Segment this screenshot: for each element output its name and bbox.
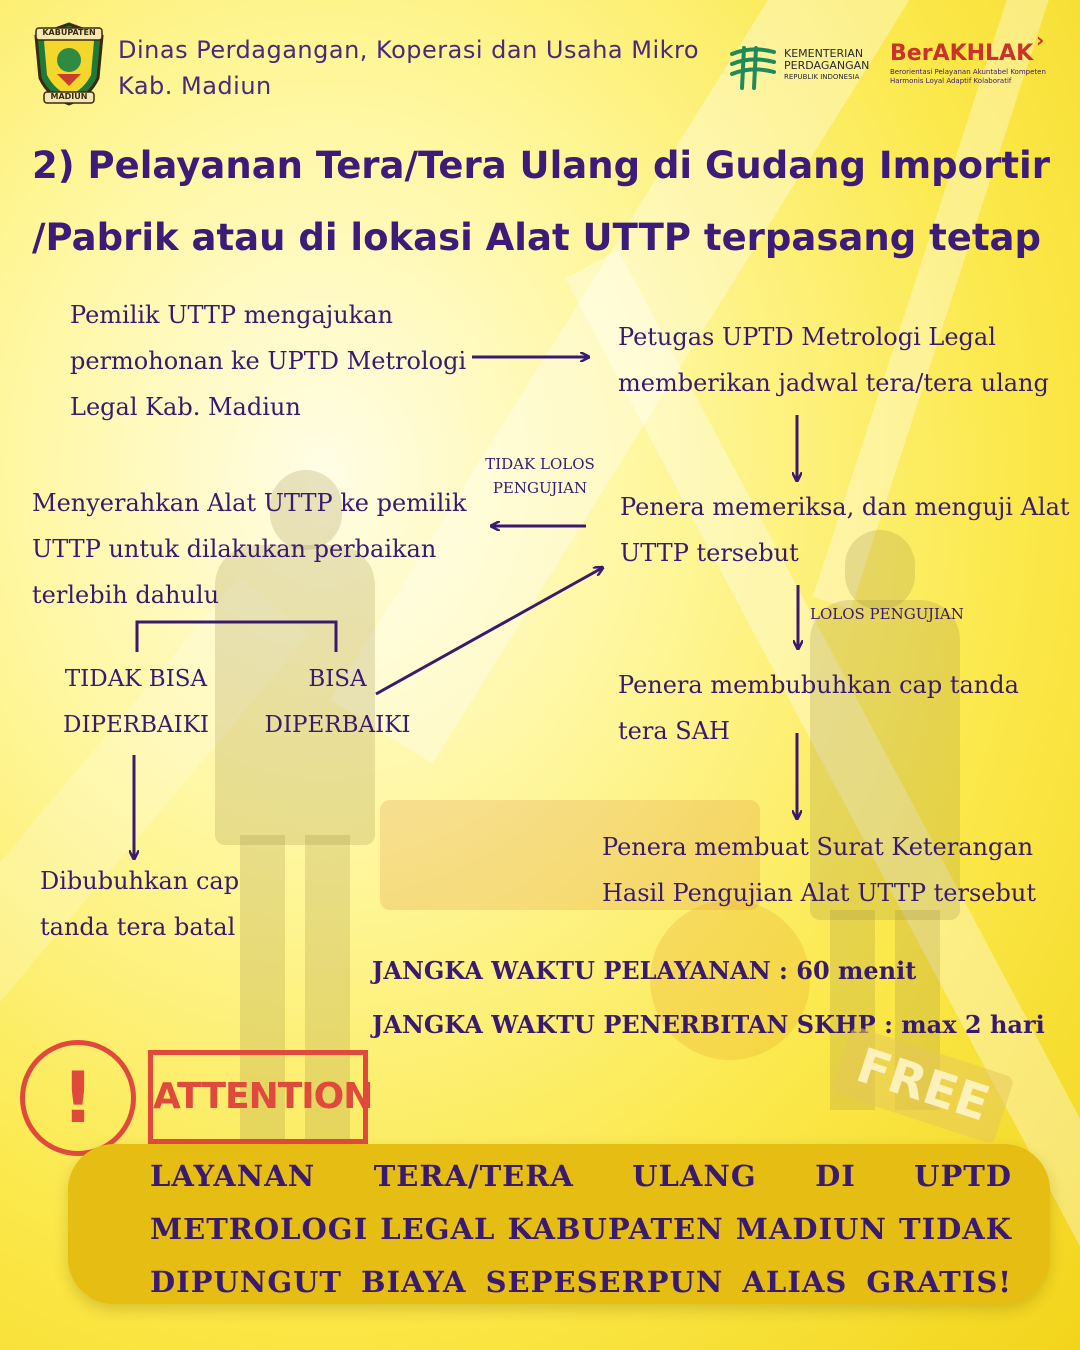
- chevron-right-icon: ›: [1036, 28, 1045, 52]
- option-text-line: DIPERBAIKI: [264, 712, 411, 738]
- berakhlak-wordmark: BerAKHLAK: [890, 41, 1034, 66]
- org-name-line2: Kab. Madiun: [118, 72, 272, 100]
- attention-badge: [18, 1036, 373, 1156]
- step-text-line: Dibubuhkan cap: [40, 867, 240, 895]
- label-line: TIDAK LOLOS: [485, 455, 595, 473]
- option-text-line: DIPERBAIKI: [63, 712, 209, 738]
- step-text-line: Legal Kab. Madiun: [70, 393, 301, 421]
- berakhlak-tagline1: Berorientasi Pelayanan Akuntabel Kompeten: [890, 68, 1046, 76]
- ministry-line2: PERDAGANGAN: [784, 59, 870, 72]
- ministry-line1: KEMENTERIAN: [784, 47, 864, 60]
- step-text-line: UTTP untuk dilakukan perbaikan: [32, 535, 437, 563]
- arrow-diagonal: [376, 568, 602, 694]
- emblem-top-text: KABUPATEN: [42, 28, 96, 37]
- step-text-line: terlebih dahulu: [32, 581, 220, 609]
- step-text-line: Penera membubuhkan cap tanda: [618, 671, 1019, 699]
- page-title-line1: 2) Pelayanan Tera/Tera Ulang di Gudang Importir: [32, 144, 1050, 187]
- exclamation-mark: !: [62, 1057, 94, 1139]
- ministry-line3: REPUBLIK INDONESIA: [784, 73, 860, 81]
- option-text-line: BISA: [308, 666, 367, 692]
- step-text-line: Menyerahkan Alat UTTP ke pemilik: [32, 489, 467, 517]
- exclamation-icon: [20, 1040, 136, 1156]
- berakhlak-tagline2: Harmonis Loyal Adaptif Kolaboratif: [890, 77, 1012, 85]
- step-text-line: memberikan jadwal tera/tera ulang: [618, 369, 1049, 397]
- skhp-duration: JANGKA WAKTU PENERBITAN SKHP : max 2 hari: [372, 1010, 1045, 1039]
- step-text-line: tera SAH: [618, 717, 730, 745]
- step-text-line: UTTP tersebut: [620, 539, 799, 567]
- page-title-line2: /Pabrik atau di lokasi Alat UTTP terpasang tetap: [32, 216, 1041, 259]
- step-text-line: permohonan ke UPTD Metrologi: [70, 347, 467, 375]
- free-stamp-text: FREE: [849, 1037, 996, 1133]
- step-text-line: tanda tera batal: [40, 913, 236, 941]
- label-line: PENGUJIAN: [492, 479, 588, 497]
- option-text-line: TIDAK BISA: [64, 666, 208, 692]
- branch-bracket: [137, 622, 336, 652]
- emblem-bottom-text: MADIUN: [50, 92, 88, 101]
- org-name-line1: Dinas Perdagangan, Koperasi dan Usaha Mikro: [118, 36, 700, 64]
- step-text-line: Penera membuat Surat Keterangan: [602, 833, 1034, 861]
- attention-label: [148, 1050, 373, 1144]
- free-service-notice: LAYANAN TERA/TERA ULANG DI UPTD METROLOGI LEGAL KABUPATEN MADIUN TIDAK DIPUNGUT BIAYA SEPESERPUN ALIAS GRATIS!: [150, 1159, 1012, 1299]
- step-text-line: Pemilik UTTP mengajukan: [70, 301, 393, 329]
- step-text-line: Hasil Pengujian Alat UTTP tersebut: [602, 879, 1036, 907]
- step-text-line: Petugas UPTD Metrologi Legal: [618, 323, 996, 351]
- label-passed: LOLOS PENGUJIAN: [810, 605, 964, 623]
- step-text-line: Penera memeriksa, dan menguji Alat: [620, 493, 1070, 521]
- attention-label-text: ATTENTION: [153, 1076, 373, 1117]
- service-duration: JANGKA WAKTU PELAYANAN : 60 menit: [372, 956, 917, 985]
